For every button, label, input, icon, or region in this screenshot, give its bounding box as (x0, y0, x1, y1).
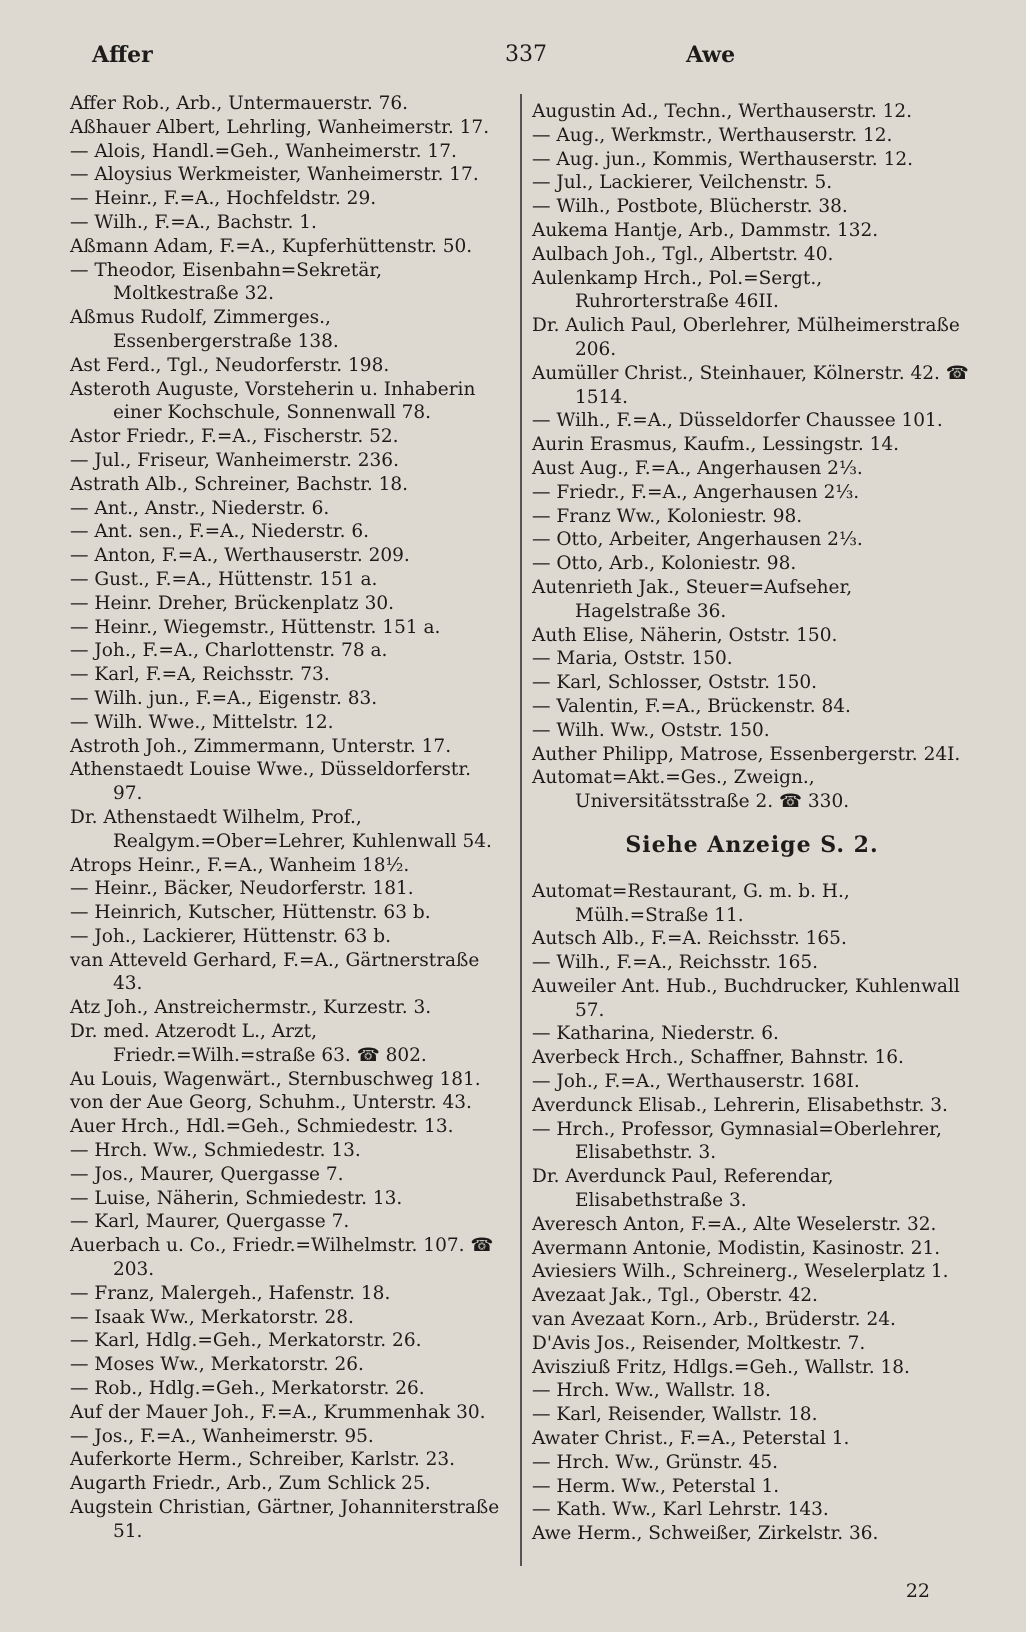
directory-entry: — Luise, Näherin, Schmiedestr. 13. (70, 1187, 403, 1209)
directory-entry: Athenstaedt Louise Wwe., Düsseldorferstr. 97. (70, 759, 472, 805)
directory-entry: — Jos., F.=A., Wanheimerstr. 95. (70, 1425, 374, 1447)
directory-entry: — Ant. sen., F.=A., Niederstr. 6. (70, 521, 370, 543)
directory-entry: — Karl, Schlosser, Oststr. 150. (532, 672, 818, 694)
directory-entry: Dr. Averdunck Paul, Referendar, Elisabethstraße 3. (532, 1166, 834, 1212)
directory-entry: — Wilh., Postbote, Blücherstr. 38. (532, 196, 848, 218)
directory-entry: Dr. Athenstaedt Wilhelm, Prof., Realgym.=Ober=Lehrer, Kuhlenwall 54. (70, 806, 492, 852)
directory-entry: Affer Rob., Arb., Untermauerstr. 76. (70, 93, 409, 114)
directory-entry: — Gust., F.=A., Hüttenstr. 151 a. (70, 568, 378, 590)
directory-entry: — Karl, Reisender, Wallstr. 18. (532, 1404, 818, 1426)
directory-entry: Automat=Restaurant, G. m. b. H., Mülh.=Straße 11. (532, 880, 850, 926)
directory-entry: — Franz Ww., Koloniestr. 98. (532, 505, 803, 527)
directory-entry: Dr. med. Atzerodt L., Arzt, Friedr.=Wilh.=straße 63. ☎ 802. (70, 1021, 427, 1066)
directory-entry: Auer Hrch., Hdl.=Geh., Schmiedestr. 13. (70, 1116, 454, 1138)
directory-entry: — Friedr., F.=A., Angerhausen 2⅓. (532, 481, 860, 503)
directory-entry: — Jul., Friseur, Wanheimerstr. 236. (70, 449, 399, 471)
directory-entry: — Moses Ww., Merkatorstr. 26. (70, 1354, 364, 1376)
directory-entry: — Wilh., F.=A., Bachstr. 1. (70, 211, 317, 233)
directory-entry: Atz Joh., Anstreichermstr., Kurzestr. 3. (70, 997, 432, 1019)
directory-entry: Averesch Anton, F.=A., Alte Weselerstr. 32. (532, 1213, 937, 1235)
directory-entry: — Valentin, F.=A., Brückenstr. 84. (532, 695, 851, 717)
left-column (70, 92, 506, 1544)
directory-entry: — Wilh. Ww., Oststr. 150. (532, 719, 770, 741)
directory-entry: Avezaat Jak., Tgl., Oberstr. 42. (532, 1285, 818, 1307)
directory-entry: D'Avis Jos., Reisender, Moltkestr. 7. (532, 1332, 866, 1354)
directory-entry: — Isaak Ww., Merkatorstr. 28. (70, 1306, 354, 1328)
directory-entry: — Joh., F.=A., Werthauserstr. 168I. (532, 1071, 860, 1093)
directory-entry: Autsch Alb., F.=A. Reichsstr. 165. (532, 928, 847, 950)
directory-entry: — Rob., Hdlg.=Geh., Merkatorstr. 26. (70, 1378, 425, 1400)
directory-entry: — Heinr., Bäcker, Neudorferstr. 181. (70, 878, 414, 900)
directory-entry: — Heinr. Dreher, Brückenplatz 30. (70, 592, 394, 614)
directory-entry: Awater Christ., F.=A., Peterstal 1. (532, 1428, 850, 1450)
directory-entry: — Jos., Maurer, Quergasse 7. (70, 1163, 344, 1185)
directory-entry: Automat=Akt.=Ges., Zweign., Universitätsstraße 2. ☎ 330. (532, 767, 850, 813)
directory-entry: — Anton, F.=A., Werthauserstr. 209. (70, 545, 410, 567)
directory-entry: Autenrieth Jak., Steuer=Aufseher, Hagelstraße 36. (532, 576, 853, 622)
directory-entry: Atrops Heinr., F.=A., Wanheim 18½. (70, 854, 410, 876)
directory-entry: Auweiler Ant. Hub., Buchdrucker, Kuhlenwall 57. (532, 975, 960, 1021)
directory-entry: Auf der Mauer Joh., F.=A., Krummenhak 30. (70, 1401, 486, 1423)
directory-entry: — Hrch. Ww., Grünstr. 45. (532, 1451, 779, 1473)
directory-entry: — Aug., Werkmstr., Werthauserstr. 12. (532, 124, 893, 146)
directory-entry: — Karl, F.=A, Reichsstr. 73. (70, 664, 330, 686)
directory-entry: Averbeck Hrch., Schaffner, Bahnstr. 16. (532, 1047, 904, 1069)
directory-entry: — Joh., F.=A., Charlottenstr. 78 a. (70, 640, 388, 662)
running-head-left: Affer (92, 42, 153, 68)
right-column-entries-b (532, 880, 972, 1546)
directory-entry: Aßhauer Albert, Lehrling, Wanheimerstr. 17. (70, 116, 490, 138)
directory-entry: — Alois, Handl.=Geh., Wanheimerstr. 17. (70, 140, 457, 162)
directory-entry: van Avezaat Korn., Arb., Brüderstr. 24. (532, 1309, 896, 1331)
page-number: 337 (505, 42, 547, 67)
directory-entry: — Otto, Arbeiter, Angerhausen 2⅓. (532, 529, 863, 551)
directory-entry: Aumüller Christ., Steinhauer, Kölnerstr. 42. ☎ 1514. (532, 362, 969, 408)
directory-entry: Aßmus Rudolf, Zimmerges., Essenbergerstraße 138. (70, 307, 339, 352)
directory-entry: Aust Aug., F.=A., Angerhausen 2⅓. (532, 457, 863, 479)
directory-entry: Augstein Christian, Gärtner, Johanniterstraße 51. (70, 1497, 500, 1542)
directory-entry: — Wilh., F.=A., Düsseldorfer Chaussee 101. (532, 410, 943, 432)
directory-entry: Astor Friedr., F.=A., Fischerstr. 52. (70, 426, 399, 448)
directory-entry: — Wilh. Wwe., Mittelstr. 12. (70, 711, 334, 733)
directory-entry: Awe Herm., Schweißer, Zirkelstr. 36. (532, 1523, 879, 1545)
directory-entry: — Heinr., F.=A., Hochfeldstr. 29. (70, 188, 377, 210)
directory-entry: — Heinrich, Kutscher, Hüttenstr. 63 b. (70, 902, 431, 924)
directory-entry: Auther Philipp, Matrose, Essenbergerstr. 24I. (532, 743, 961, 765)
directory-entry: Avisziuß Fritz, Hdlgs.=Geh., Wallstr. 18. (532, 1356, 910, 1378)
directory-entry: — Kath. Ww., Karl Lehrstr. 143. (532, 1499, 829, 1521)
directory-entry: Aukema Hantje, Arb., Dammstr. 132. (532, 219, 879, 241)
directory-entry: van Atteveld Gerhard, F.=A., Gärtnerstraße 43. (70, 949, 480, 995)
directory-entry: Auferkorte Herm., Schreiber, Karlstr. 23. (70, 1449, 456, 1471)
directory-entry: — Wilh., F.=A., Reichsstr. 165. (532, 952, 819, 974)
directory-entry: — Ant., Anstr., Niederstr. 6. (70, 497, 330, 519)
directory-entry: Auerbach u. Co., Friedr.=Wilhelmstr. 107. ☎ 203. (70, 1235, 494, 1281)
directory-entry: — Heinr., Wiegemstr., Hüttenstr. 151 a. (70, 616, 441, 638)
directory-entry: Ast Ferd., Tgl., Neudorferstr. 198. (70, 354, 390, 376)
directory-entry: Aulenkamp Hrch., Pol.=Sergt., Ruhrorterstraße 46II. (532, 267, 823, 313)
directory-entry: Asteroth Auguste, Vorsteherin u. Inhaberin einer Kochschule, Sonnenwall 78. (70, 378, 476, 424)
directory-entry: Astrath Alb., Schreiner, Bachstr. 18. (70, 473, 409, 495)
directory-entry: von der Aue Georg, Schuhm., Unterstr. 43. (70, 1092, 472, 1114)
directory-entry: Aßmann Adam, F.=A., Kupferhüttenstr. 50. (70, 235, 473, 257)
directory-entry: Au Louis, Wagenwärt., Sternbuschweg 181. (70, 1068, 481, 1090)
directory-entry: Aulbach Joh., Tgl., Albertstr. 40. (532, 243, 834, 265)
running-head-right: Awe (686, 42, 736, 68)
directory-entry: — Maria, Oststr. 150. (532, 648, 733, 670)
directory-entry: — Hrch. Ww., Schmiedestr. 13. (70, 1140, 361, 1162)
directory-entry: — Katharina, Niederstr. 6. (532, 1023, 779, 1045)
directory-entry: Aurin Erasmus, Kaufm., Lessingstr. 14. (532, 434, 900, 456)
directory-entry: — Karl, Hdlg.=Geh., Merkatorstr. 26. (70, 1330, 422, 1352)
directory-entry: Avermann Antonie, Modistin, Kasinostr. 21. (532, 1237, 941, 1259)
directory-entry: Dr. Aulich Paul, Oberlehrer, Mülheimerstraße 206. (532, 315, 960, 360)
directory-entry: Aviesiers Wilh., Schreinerg., Weselerplatz 1. (532, 1261, 949, 1283)
directory-entry: Astroth Joh., Zimmermann, Unterstr. 17. (70, 735, 452, 757)
directory-entry: — Jul., Lackierer, Veilchenstr. 5. (532, 172, 833, 194)
advertisement-notice: Siehe Anzeige S. 2. (625, 831, 879, 858)
right-column (532, 100, 972, 1546)
directory-entry: — Otto, Arb., Koloniestr. 98. (532, 553, 797, 575)
directory-entry: Averdunck Elisab., Lehrerin, Elisabethstr. 3. (532, 1094, 948, 1116)
directory-entry: Augustin Ad., Techn., Werthauserstr. 12. (532, 101, 912, 122)
column-divider (520, 94, 522, 1566)
directory-entry: — Joh., Lackierer, Hüttenstr. 63 b. (70, 925, 392, 947)
directory-entry: Augarth Friedr., Arb., Zum Schlick 25. (70, 1473, 431, 1495)
directory-entry: — Aloysius Werkmeister, Wanheimerstr. 17. (70, 164, 479, 186)
directory-entry: — Wilh. jun., F.=A., Eigenstr. 83. (70, 687, 378, 709)
directory-entry: — Franz, Malergeh., Hafenstr. 18. (70, 1282, 391, 1304)
directory-entry: Auth Elise, Näherin, Oststr. 150. (532, 624, 838, 646)
directory-entry: — Aug. jun., Kommis, Werthauserstr. 12. (532, 148, 913, 170)
directory-entry: — Karl, Maurer, Quergasse 7. (70, 1211, 350, 1233)
right-column-entries-a (532, 100, 972, 814)
directory-entry: — Hrch. Ww., Wallstr. 18. (532, 1380, 771, 1402)
directory-entry: — Herm. Ww., Peterstal 1. (532, 1475, 780, 1497)
sheet-number: 22 (905, 1580, 930, 1602)
directory-entry: — Hrch., Professor, Gymnasial=Oberlehrer, Elisabethstr. 3. (532, 1118, 942, 1164)
directory-entry: — Theodor, Eisenbahn=Sekretär, Moltkestraße 32. (70, 259, 383, 305)
